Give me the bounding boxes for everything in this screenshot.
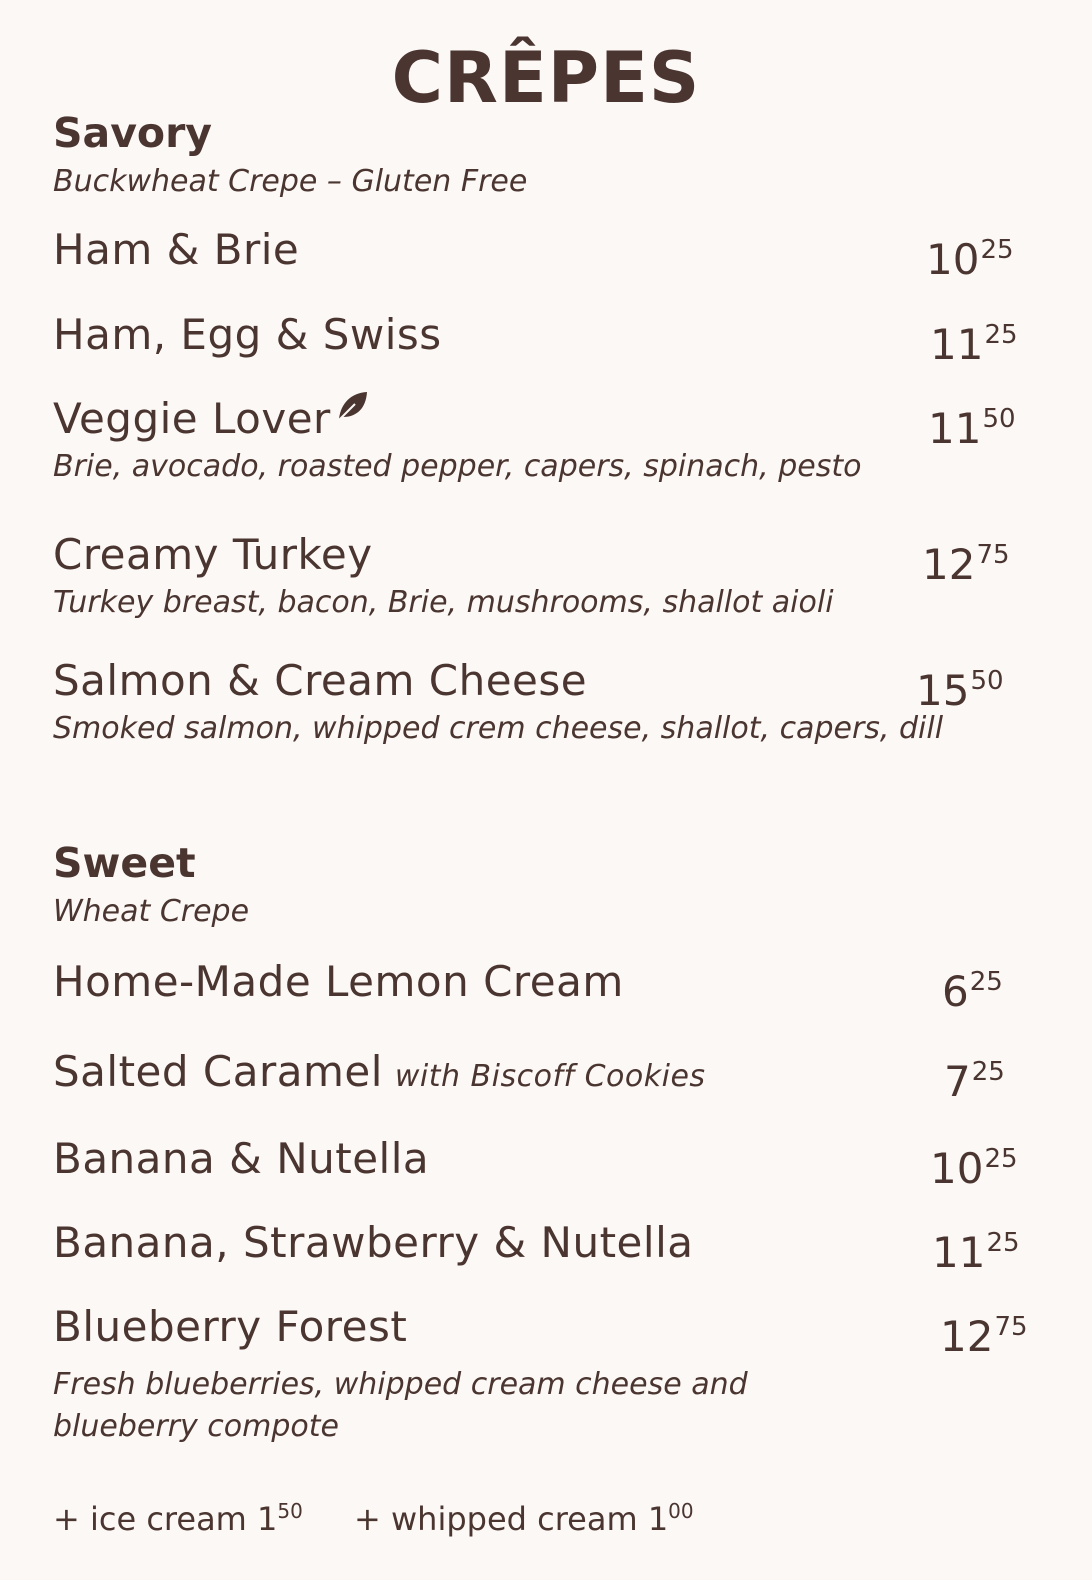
- savory-subheading: Buckwheat Crepe – Gluten Free: [53, 164, 528, 199]
- menu-item-description: blueberry compote: [53, 1409, 339, 1444]
- leaf-icon: [335, 389, 369, 423]
- menu-item-name: Salmon & Cream Cheese: [53, 656, 588, 705]
- menu-item-name: Blueberry Forest: [53, 1302, 408, 1351]
- menu-item-price: $10^{25}$: [930, 1144, 1018, 1193]
- menu-item-name: [53, 1046, 706, 1103]
- menu-item-description: Fresh blueberries, whipped cream cheese and: [53, 1367, 748, 1402]
- menu-item-price: $6^{25}$: [942, 967, 1003, 1016]
- menu-item-name: Banana & Nutella: [53, 1134, 430, 1183]
- menu-item-name: Banana, Strawberry & Nutella: [53, 1218, 694, 1267]
- menu-item-description: Smoked salmon, whipped crem cheese, shallot, capers, dill: [53, 711, 944, 746]
- menu-item-price: $12^{75}$: [940, 1312, 1028, 1361]
- menu-item-description: Turkey breast, bacon, Brie, mushrooms, shallot aioli: [53, 585, 834, 620]
- menu-item-name: Creamy Turkey: [53, 530, 373, 579]
- item-name-text: Salted Caramel: [53, 1047, 383, 1096]
- menu-item-name: Ham & Brie: [53, 225, 300, 274]
- sweet-heading: Sweet: [53, 839, 196, 887]
- menu-item-name: [53, 393, 369, 445]
- menu-title: CRÊPES: [391, 37, 701, 119]
- item-note: with Biscoff Cookies: [394, 1059, 706, 1094]
- menu-item-price: $11^{50}$: [928, 404, 1016, 453]
- menu-item-price: $11^{25}$: [932, 1228, 1020, 1277]
- sweet-subheading: Wheat Crepe: [53, 894, 250, 929]
- addon-ice-cream: + ice cream $1^{50}$: [53, 1499, 303, 1538]
- menu-item-name: Home-Made Lemon Cream: [53, 957, 624, 1006]
- menu-item-price: $10^{25}$: [926, 235, 1014, 284]
- menu-item-price: $15^{50}$: [916, 666, 1004, 715]
- menu-item-price: $11^{25}$: [930, 320, 1018, 369]
- addon-whipped-cream: + whipped cream $1^{00}$: [354, 1499, 694, 1538]
- menu-item-description: Brie, avocado, roasted pepper, capers, spinach, pesto: [53, 449, 862, 484]
- menu-item-price: $7^{25}$: [944, 1057, 1005, 1106]
- item-name-text: Veggie Lover: [53, 394, 331, 443]
- menu-item-name: Ham, Egg & Swiss: [53, 310, 442, 359]
- savory-heading: Savory: [53, 109, 213, 157]
- menu-item-price: $12^{75}$: [922, 540, 1010, 589]
